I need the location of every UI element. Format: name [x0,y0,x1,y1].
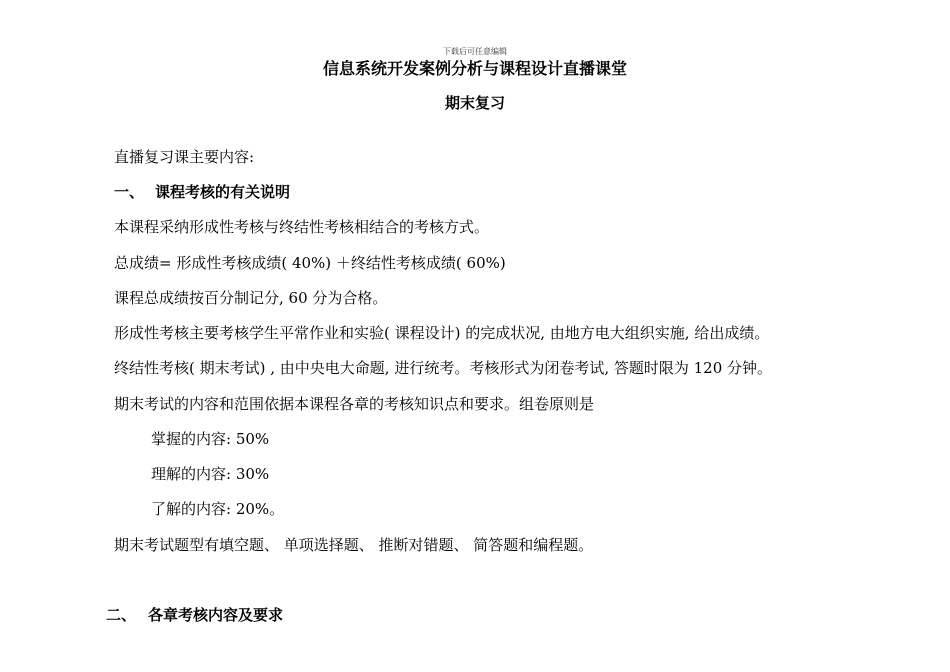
paragraph: 本课程采纳形成性考核与终结性考核相结合的考核方式。 [114,218,490,236]
paragraph: 形成性考核主要考核学生平常作业和实验( 课程设计) 的完成状况, 由地方电大组织实施, 给出成绩。 [114,324,770,342]
section1-heading: 课程考核的有关说明 [155,183,291,201]
question-types-text: 期末考试题型有填空题、 单项选择题、 推断对错题、 简答题和编程题。 [114,536,594,554]
section2-number: 二、 [106,606,137,624]
header-note: 下载后可任意编辑 [443,47,507,56]
document-subtitle: 期末复习 [444,94,505,112]
paragraph: 总成绩= 形成性考核成绩( 40%) ＋终结性考核成绩( 60%) [114,254,506,272]
principle-item: 了解的内容: 20%。 [151,500,285,518]
principle-item: 掌握的内容: 50% [151,430,270,448]
paragraph: 课程总成绩按百分制记分, 60 分为合格。 [114,289,388,307]
principle-item: 理解的内容: 30% [151,465,270,483]
document-title: 信息系统开发案例分析与课程设计直播课堂 [322,59,627,78]
paragraph: 终结性考核( 期末考试) , 由中央电大命题, 进行统考。考核形式为闭卷考试, 答题时限为 120 分钟。 [114,359,773,377]
intro-text: 直播复习课主要内容: [114,148,255,166]
section2-heading: 各章考核内容及要求 [148,606,284,624]
paragraph: 期末考试的内容和范围依据本课程各章的考核知识点和要求。组卷原则是 [114,395,595,413]
section1-number: 一、 [114,183,145,201]
